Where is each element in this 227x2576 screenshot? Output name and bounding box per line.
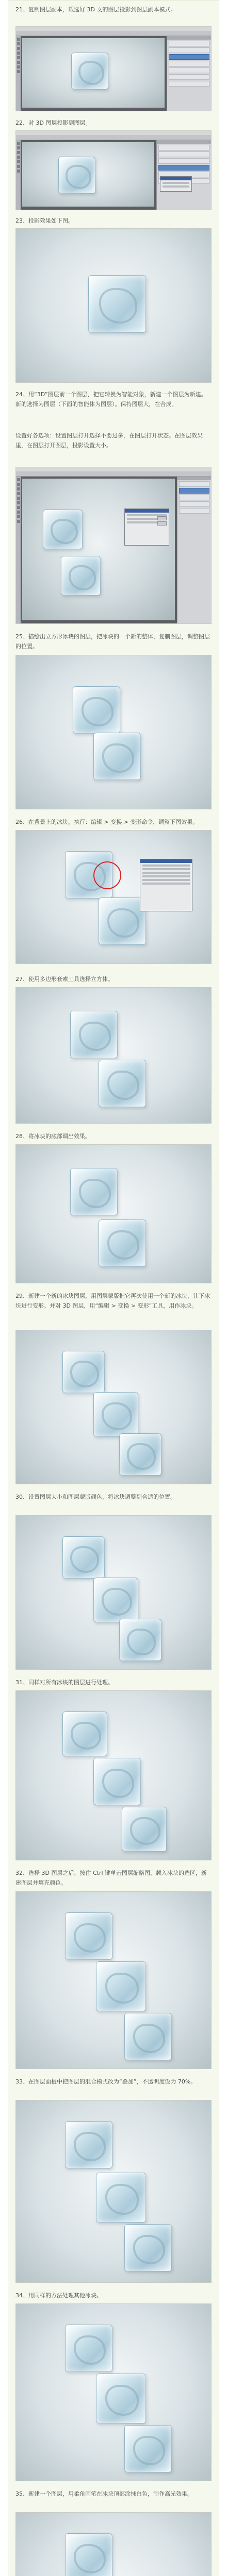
image-step-25 bbox=[15, 655, 212, 809]
step-25-text: 25、描绘出立方形冰块的图层，把冰块的一个新的整体，复制图层，调整图层的位置。 bbox=[15, 633, 210, 650]
ice-cube-image bbox=[119, 1433, 161, 1476]
step-24b-text: 设置好各选项：设置图层打开选择不要过多，在图层打开状态。在图层效果里，在图层打开图层，投影设置大小。 bbox=[15, 432, 203, 449]
step-34-text: 34、用同样的方法处理其他冰块。 bbox=[15, 2292, 102, 2299]
ice-cube-image bbox=[65, 2533, 112, 2576]
ice-cube-image bbox=[70, 1168, 118, 1215]
image-step-35 bbox=[15, 2512, 212, 2576]
ice-cube-image bbox=[93, 1758, 141, 1805]
image-step-28 bbox=[15, 1144, 212, 1283]
step-33-text: 33、在图层面板中把图层的混合模式改为“叠加”，不透明度设为 70%。 bbox=[15, 2078, 197, 2085]
ice-cube-image bbox=[62, 1351, 105, 1393]
ice-cube-image bbox=[96, 2374, 146, 2424]
ice-cube-image bbox=[58, 157, 95, 194]
screenshot-step-24 bbox=[15, 467, 212, 624]
ice-cube-image bbox=[65, 1912, 112, 1960]
screenshot-step-21 bbox=[15, 26, 212, 111]
step-24-text: 24、用“3D”图层前一个图层，把它转换为智能对象，新建一个图层为新建。新的选择为图层（下面的智能体为图层）。保持图层大，在合成。 bbox=[15, 391, 207, 408]
ice-cube-image bbox=[119, 1619, 161, 1661]
step-30-text: 30、设置图层大小和图层蒙版颜色，将冰块调整到合适的位置。 bbox=[15, 1494, 176, 1500]
ice-cube-image bbox=[124, 2013, 172, 2060]
ice-cube-image bbox=[62, 1711, 107, 1756]
step-21-text: 21、复制图层副本，载选好 3D 文的图层投影到图层副本模式。 bbox=[15, 6, 176, 13]
ice-cube-image bbox=[96, 1961, 146, 2011]
ice-cube-image bbox=[124, 2425, 172, 2472]
ice-cube-image bbox=[122, 1807, 167, 1852]
ice-cube-image bbox=[99, 1219, 146, 1267]
ice-cube-image bbox=[96, 2173, 146, 2223]
ice-cube-image bbox=[124, 2224, 172, 2272]
image-step-33 bbox=[15, 2100, 212, 2283]
step-27-text: 27、使用多边形套索工具选择立方体。 bbox=[15, 976, 113, 982]
step-26-text: 26、在背景上的冰块，执行：编辑 > 变换 > 变形命令，调整下图效果。 bbox=[15, 819, 199, 825]
step-23-text: 23、投影效果如下图。 bbox=[15, 217, 74, 224]
ice-cube-image bbox=[62, 1536, 105, 1579]
step-29-text: 29、新建一个新的冰块图层，用图层蒙版把它再次使用一个新的冰块，让下冰块进行变形。并对 3D 图层，用“编辑 > 变换 > 变形”工具，用作冰块。 bbox=[15, 1293, 210, 1309]
ice-cube-image bbox=[93, 1392, 138, 1437]
ice-cube-image bbox=[43, 510, 83, 549]
step-32-text: 32、选择 3D 图层之后，按住 Ctrl 键单击图层缩略图，载入冰块的选区，新建图层并填充颜色。 bbox=[15, 1870, 207, 1886]
ice-cube-image bbox=[88, 275, 146, 333]
ice-cube-image bbox=[61, 556, 101, 596]
highlight-circle bbox=[93, 861, 121, 889]
image-step-32 bbox=[15, 1891, 212, 2069]
image-step-26 bbox=[15, 830, 212, 964]
image-step-34 bbox=[15, 2303, 212, 2481]
ice-cube-image bbox=[65, 2121, 112, 2168]
ice-cube-image bbox=[70, 1011, 118, 1058]
ice-cube-image bbox=[93, 733, 141, 780]
image-step-31 bbox=[15, 1690, 212, 1860]
screenshot-step-22 bbox=[15, 130, 212, 210]
image-step-30 bbox=[15, 1515, 212, 1670]
article-page bbox=[8, 0, 219, 2576]
ice-cube-image bbox=[71, 53, 108, 90]
image-step-27 bbox=[15, 987, 212, 1124]
step-31-text: 31、同样对所有冰块的图层进行处理。 bbox=[15, 1679, 113, 1686]
ice-cube-image bbox=[99, 897, 146, 945]
ice-cube-image bbox=[65, 2325, 112, 2372]
image-step-23 bbox=[15, 228, 212, 383]
step-22-text: 22、对 3D 图层投影到图层。 bbox=[15, 120, 91, 126]
ice-cube-image bbox=[73, 686, 120, 734]
ice-cube-image bbox=[99, 1060, 146, 1107]
ice-cube-image bbox=[93, 1578, 138, 1622]
step-28-text: 28、将冰块的底部调出效果。 bbox=[15, 1133, 91, 1140]
image-step-29 bbox=[15, 1330, 212, 1484]
step-35-text: 35、新建一个图层，用柔角画笔在冰块顶部涂抹白色，制作高光效果。 bbox=[15, 2490, 193, 2497]
